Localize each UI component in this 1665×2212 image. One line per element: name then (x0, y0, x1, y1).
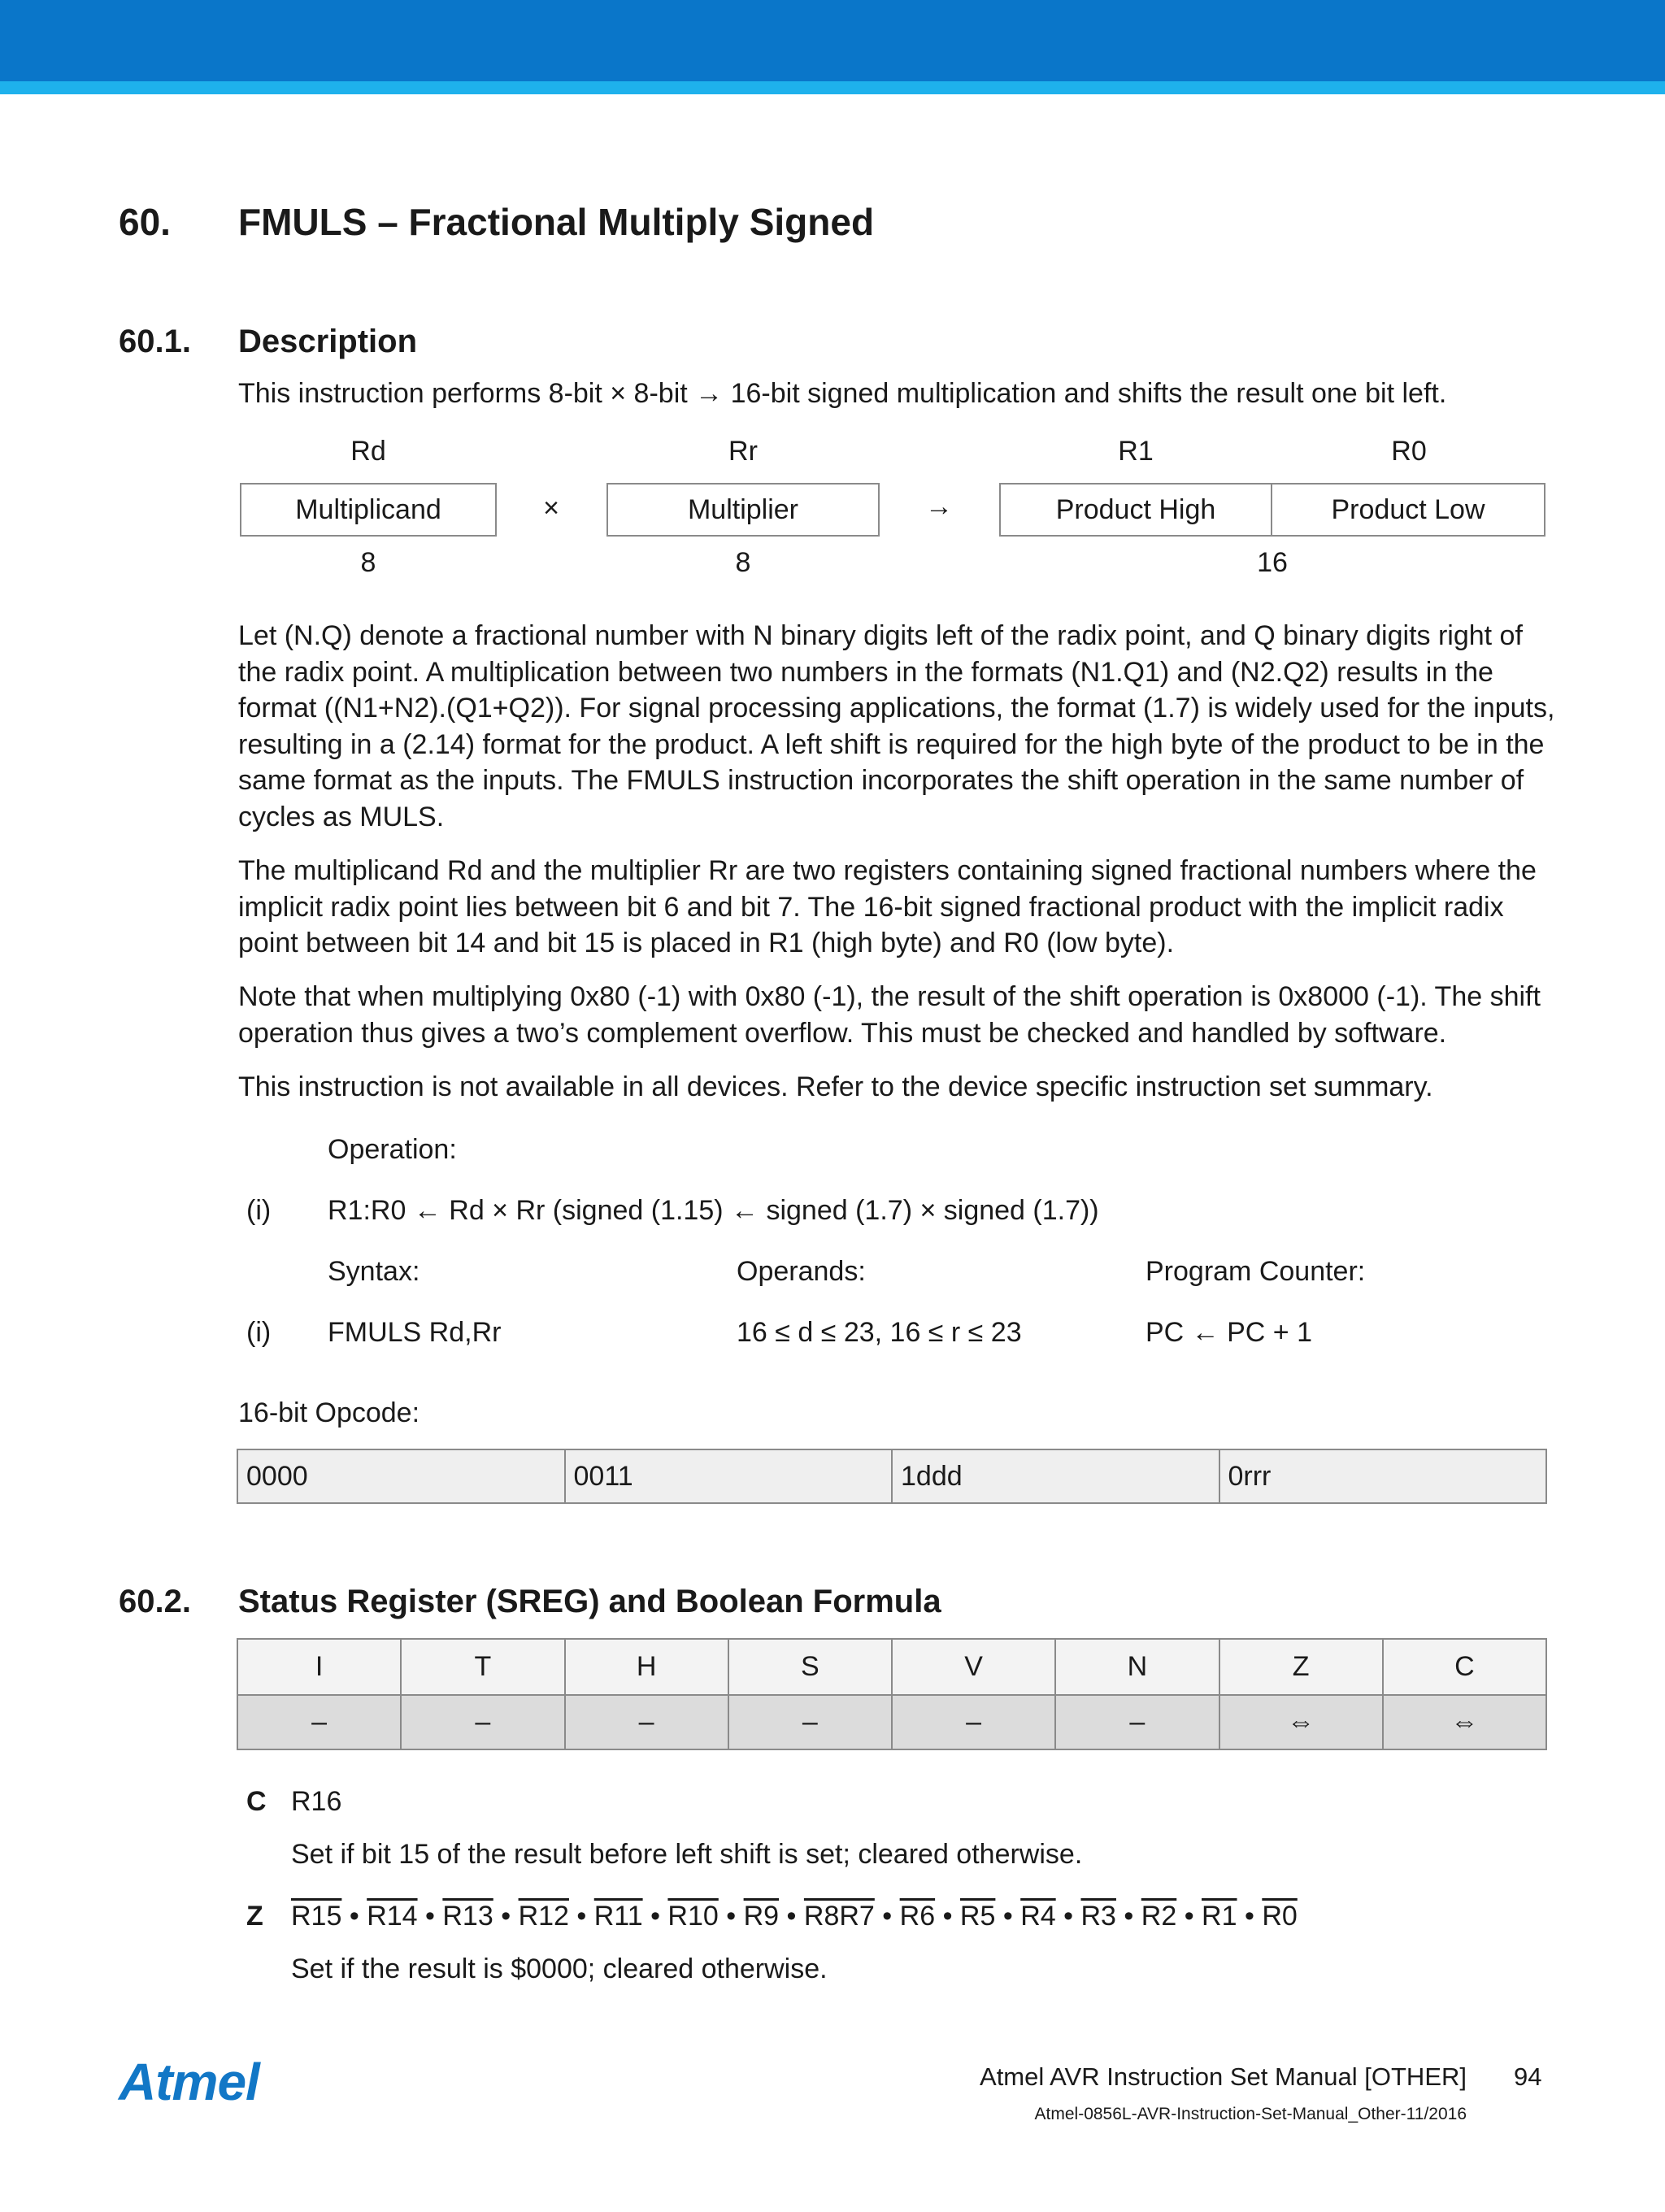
z-sep: • (1002, 1901, 1013, 1932)
syntax-index: (i) (246, 1317, 272, 1348)
opcode-label: 16-bit Opcode: (238, 1397, 420, 1428)
opcode-cell: 0011 (566, 1450, 893, 1502)
z-term: R15 (291, 1901, 342, 1932)
z-sep: • (942, 1901, 953, 1932)
operation-formula: R1:R0 ← Rd × Rr (signed (1.15) ← signed (1.7) × signed (1.7)) (328, 1195, 1099, 1226)
z-sep: • (501, 1901, 511, 1932)
sreg-flag: I (238, 1640, 402, 1694)
z-term: R6 (899, 1901, 936, 1932)
paragraph-availability: This instruction is not available in all devices. Refer to the device specific instruction set summary. (238, 1071, 1433, 1102)
z-sep: • (726, 1901, 737, 1932)
operands-label: Operands: (737, 1256, 866, 1287)
rr-label: Rr (728, 436, 758, 467)
z-sep: • (576, 1901, 587, 1932)
r0-label: R0 (1391, 436, 1427, 467)
sreg-section-number: 60.2. (119, 1584, 191, 1619)
z-term: R12 (518, 1901, 569, 1932)
program-counter-label: Program Counter: (1146, 1256, 1366, 1287)
z-term: R11 (593, 1901, 643, 1932)
sreg-flag: S (729, 1640, 893, 1694)
z-term: R8R7 (803, 1901, 875, 1932)
footer-manual-title: Atmel AVR Instruction Set Manual [OTHER] (980, 2062, 1467, 2091)
result-arrow: → (925, 491, 953, 522)
sreg-section-title: Status Register (SREG) and Boolean Formula (238, 1584, 941, 1619)
operands-value: 16 ≤ d ≤ 23, 16 ≤ r ≤ 23 (737, 1317, 1022, 1348)
z-term: R9 (743, 1901, 780, 1932)
z-sep: • (650, 1901, 660, 1932)
sreg-flag: N (1056, 1640, 1219, 1694)
z-term: R1 (1202, 1901, 1237, 1932)
sreg-value: ⇔ (1220, 1696, 1384, 1749)
z-sep: • (1244, 1901, 1254, 1932)
sreg-flag: T (402, 1640, 565, 1694)
opcode-table (237, 1449, 1547, 1504)
times-sign: × (543, 493, 559, 524)
sreg-flag: H (566, 1640, 729, 1694)
sreg-flag-row (238, 1640, 1545, 1694)
sreg-flag: V (893, 1640, 1056, 1694)
z-sep: • (1124, 1901, 1134, 1932)
c-flag-formula: R16 (291, 1786, 342, 1817)
operation-label: Operation: (328, 1134, 457, 1165)
rr-width: 8 (735, 547, 751, 578)
sreg-value: – (1056, 1696, 1219, 1749)
sreg-flag: Z (1220, 1640, 1384, 1694)
syntax-value: FMULS Rd,Rr (328, 1317, 502, 1348)
section-title: FMULS – Fractional Multiply Signed (238, 201, 875, 243)
sreg-value: ⇔ (1450, 1706, 1479, 1737)
z-flag-formula (291, 1898, 1298, 1935)
z-term: R10 (667, 1901, 719, 1932)
atmel-logo: Atmel (119, 2053, 259, 2111)
sreg-value: – (402, 1696, 565, 1749)
z-sep: • (786, 1901, 797, 1932)
sreg-value: – (729, 1696, 893, 1749)
header-bar (0, 0, 1665, 81)
footer-document-id: Atmel-0856L-AVR-Instruction-Set-Manual_Other-11/2016 (1034, 2105, 1467, 2123)
section-number: 60. (119, 201, 171, 243)
intro-text: This instruction performs 8-bit × 8-bit → 16-bit signed multiplication and shifts the result one bit left. (238, 378, 1447, 409)
z-sep: • (882, 1901, 893, 1932)
z-term: R4 (1020, 1901, 1056, 1932)
z-flag-name: Z (246, 1901, 263, 1932)
z-flag-description: Set if the result is $0000; cleared otherwise. (291, 1953, 828, 1984)
program-counter-value: PC ← PC + 1 (1146, 1317, 1313, 1348)
c-flag-description: Set if bit 15 of the result before left shift is set; cleared otherwise. (291, 1839, 1083, 1870)
opcode-cell: 0rrr (1228, 1460, 1272, 1492)
sreg-value: – (238, 1696, 402, 1749)
paragraph-overflow: Note that when multiplying 0x80 (-1) with 0x80 (-1), the result of the shift operation is 0x8000 (-1). The shift operation thus gives a two’s complement overflow. This must be checked and handled by software. (238, 981, 1541, 1049)
operation-index: (i) (246, 1195, 272, 1226)
footer-page-number: 94 (1514, 2062, 1542, 2091)
z-sep: • (1184, 1901, 1194, 1932)
subsection-number: 60.1. (119, 324, 191, 359)
product-low-box: Product Low (1271, 483, 1545, 537)
result-width: 16 (1257, 547, 1288, 578)
sreg-value: – (893, 1696, 1056, 1749)
multiplicand-box: Multiplicand (240, 483, 497, 537)
opcode-cell: 0000 (238, 1450, 566, 1502)
c-flag-name: C (246, 1786, 267, 1817)
opcode-cell: 1ddd (893, 1450, 1220, 1502)
z-term: R13 (442, 1901, 493, 1932)
product-high-box: Product High (999, 483, 1272, 537)
sreg-table (237, 1638, 1547, 1750)
z-term: R0 (1262, 1901, 1298, 1932)
r1-label: R1 (1118, 436, 1154, 467)
z-sep: • (349, 1901, 359, 1932)
z-sep: • (425, 1901, 435, 1932)
paragraph-registers: The multiplicand Rd and the multiplier Rr are two registers containing signed fractional numbers where the implicit radix point lies between bit 6 and bit 7. The 16-bit signed fractional product with the implicit radix point between bit 14 and bit 15 is placed in R1 (high byte) and R0 (low byte). (238, 855, 1537, 958)
z-term: R5 (959, 1901, 996, 1932)
z-sep: • (1063, 1901, 1074, 1932)
header-stripe (0, 81, 1665, 94)
paragraph-format: Let (N.Q) denote a fractional number with N binary digits left of the radix point, and Q binary digits right of the radix point. A multiplication between two numbers in the formats (N1.Q1) and (N2.Q2) results in the format ((N1+N2).(Q1+Q2)). For signal processing applications, the format (1.7) is widely used for the inputs, resulting in a (2.14) format for the product. A left shift is required for the high byte of the product to be in the same format as the inputs. The FMULS instruction incorporates the shift operation in the same number of cycles as MULS. (238, 620, 1555, 832)
z-term: R2 (1141, 1901, 1177, 1932)
rd-label: Rd (350, 436, 386, 467)
z-term: R3 (1080, 1901, 1116, 1932)
z-term: R14 (367, 1901, 418, 1932)
syntax-label: Syntax: (328, 1256, 420, 1287)
sreg-flag: C (1454, 1651, 1475, 1682)
sreg-value: – (566, 1696, 729, 1749)
sreg-value-row (238, 1694, 1545, 1749)
subsection-title: Description (238, 324, 418, 359)
multiplier-box: Multiplier (606, 483, 880, 537)
rd-width: 8 (360, 547, 376, 578)
